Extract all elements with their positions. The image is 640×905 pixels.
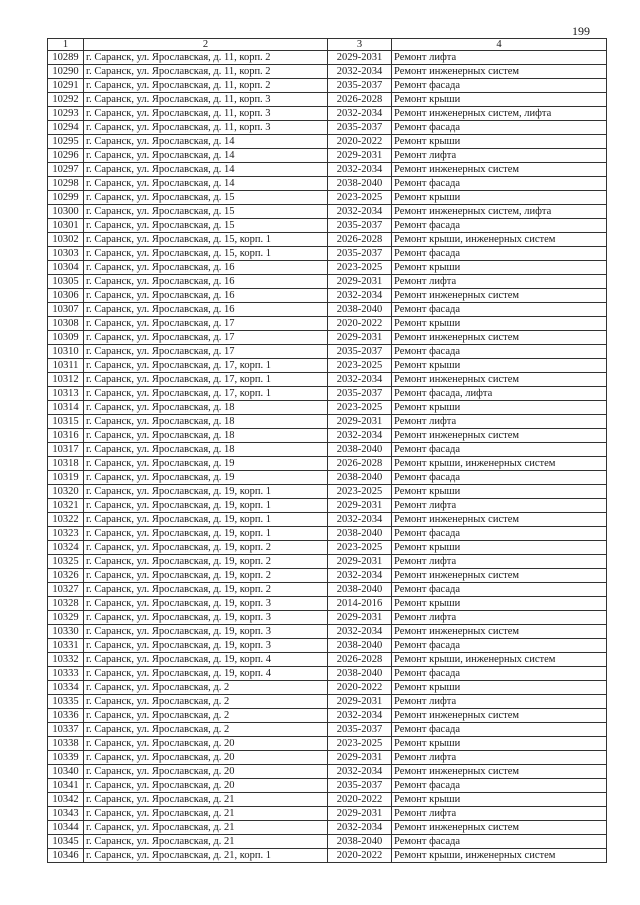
work-type-cell: Ремонт инженерных систем — [392, 289, 607, 303]
row-number: 10346 — [48, 849, 84, 863]
address-cell: г. Саранск, ул. Ярославская, д. 17 — [84, 345, 328, 359]
work-type-cell: Ремонт фасада — [392, 177, 607, 191]
work-type-cell: Ремонт крыши — [392, 359, 607, 373]
row-number: 10307 — [48, 303, 84, 317]
row-number: 10308 — [48, 317, 84, 331]
row-number: 10298 — [48, 177, 84, 191]
address-cell: г. Саранск, ул. Ярославская, д. 14 — [84, 149, 328, 163]
address-cell: г. Саранск, ул. Ярославская, д. 18 — [84, 429, 328, 443]
period-cell: 2032-2034 — [328, 65, 392, 79]
row-number: 10334 — [48, 681, 84, 695]
work-type-cell: Ремонт инженерных систем — [392, 65, 607, 79]
work-type-cell: Ремонт инженерных систем — [392, 513, 607, 527]
work-type-cell: Ремонт лифта — [392, 555, 607, 569]
row-number: 10322 — [48, 513, 84, 527]
period-cell: 2029-2031 — [328, 499, 392, 513]
work-type-cell: Ремонт крыши, инженерных систем — [392, 233, 607, 247]
address-cell: г. Саранск, ул. Ярославская, д. 21, корп. 1 — [84, 849, 328, 863]
row-number: 10320 — [48, 485, 84, 499]
table-row — [48, 583, 607, 597]
column-header-1: 1 — [48, 39, 84, 51]
work-type-cell: Ремонт фасада, лифта — [392, 387, 607, 401]
table-row — [48, 835, 607, 849]
period-cell: 2038-2040 — [328, 667, 392, 681]
period-cell: 2038-2040 — [328, 583, 392, 597]
address-cell: г. Саранск, ул. Ярославская, д. 15 — [84, 191, 328, 205]
row-number: 10311 — [48, 359, 84, 373]
table-row — [48, 79, 607, 93]
row-number: 10317 — [48, 443, 84, 457]
period-cell: 2038-2040 — [328, 835, 392, 849]
address-cell: г. Саранск, ул. Ярославская, д. 21 — [84, 807, 328, 821]
address-cell: г. Саранск, ул. Ярославская, д. 15 — [84, 205, 328, 219]
work-type-cell: Ремонт инженерных систем — [392, 569, 607, 583]
work-type-cell: Ремонт фасада — [392, 667, 607, 681]
period-cell: 2032-2034 — [328, 765, 392, 779]
table-row — [48, 345, 607, 359]
period-cell: 2035-2037 — [328, 79, 392, 93]
address-cell: г. Саранск, ул. Ярославская, д. 16 — [84, 303, 328, 317]
period-cell: 2038-2040 — [328, 471, 392, 485]
address-cell: г. Саранск, ул. Ярославская, д. 18 — [84, 443, 328, 457]
row-number: 10332 — [48, 653, 84, 667]
address-cell: г. Саранск, ул. Ярославская, д. 17 — [84, 317, 328, 331]
column-header-4: 4 — [392, 39, 607, 51]
address-cell: г. Саранск, ул. Ярославская, д. 2 — [84, 681, 328, 695]
row-number: 10313 — [48, 387, 84, 401]
period-cell: 2029-2031 — [328, 555, 392, 569]
period-cell: 2023-2025 — [328, 261, 392, 275]
row-number: 10323 — [48, 527, 84, 541]
row-number: 10329 — [48, 611, 84, 625]
address-cell: г. Саранск, ул. Ярославская, д. 19, корп. 3 — [84, 597, 328, 611]
table-row — [48, 149, 607, 163]
table-row — [48, 205, 607, 219]
work-type-cell: Ремонт инженерных систем — [392, 373, 607, 387]
address-cell: г. Саранск, ул. Ярославская, д. 18 — [84, 415, 328, 429]
address-cell: г. Саранск, ул. Ярославская, д. 19, корп. 2 — [84, 583, 328, 597]
work-type-cell: Ремонт крыши — [392, 541, 607, 555]
row-number: 10333 — [48, 667, 84, 681]
row-number: 10324 — [48, 541, 84, 555]
address-cell: г. Саранск, ул. Ярославская, д. 15, корп. 1 — [84, 233, 328, 247]
period-cell: 2032-2034 — [328, 569, 392, 583]
address-cell: г. Саранск, ул. Ярославская, д. 17, корп. 1 — [84, 387, 328, 401]
address-cell: г. Саранск, ул. Ярославская, д. 11, корп. 3 — [84, 93, 328, 107]
table-row — [48, 65, 607, 79]
row-number: 10326 — [48, 569, 84, 583]
period-cell: 2035-2037 — [328, 121, 392, 135]
period-cell: 2038-2040 — [328, 443, 392, 457]
work-type-cell: Ремонт крыши — [392, 261, 607, 275]
address-cell: г. Саранск, ул. Ярославская, д. 16 — [84, 261, 328, 275]
address-cell: г. Саранск, ул. Ярославская, д. 17 — [84, 331, 328, 345]
period-cell: 2032-2034 — [328, 163, 392, 177]
work-type-cell: Ремонт крыши, инженерных систем — [392, 849, 607, 863]
table-row — [48, 555, 607, 569]
period-cell: 2020-2022 — [328, 681, 392, 695]
table-row — [48, 709, 607, 723]
period-cell: 2032-2034 — [328, 107, 392, 121]
period-cell: 2026-2028 — [328, 653, 392, 667]
table-row — [48, 121, 607, 135]
row-number: 10331 — [48, 639, 84, 653]
address-cell: г. Саранск, ул. Ярославская, д. 16 — [84, 275, 328, 289]
row-number: 10294 — [48, 121, 84, 135]
table-row — [48, 681, 607, 695]
period-cell: 2014-2016 — [328, 597, 392, 611]
address-cell: г. Саранск, ул. Ярославская, д. 19, корп. 2 — [84, 541, 328, 555]
work-type-cell: Ремонт инженерных систем — [392, 163, 607, 177]
work-type-cell: Ремонт крыши — [392, 135, 607, 149]
work-type-cell: Ремонт фасада — [392, 583, 607, 597]
period-cell: 2020-2022 — [328, 317, 392, 331]
table-row — [48, 667, 607, 681]
address-cell: г. Саранск, ул. Ярославская, д. 18 — [84, 401, 328, 415]
row-number: 10319 — [48, 471, 84, 485]
period-cell: 2023-2025 — [328, 737, 392, 751]
row-number: 10340 — [48, 765, 84, 779]
period-cell: 2035-2037 — [328, 723, 392, 737]
table-row — [48, 499, 607, 513]
work-type-cell: Ремонт лифта — [392, 149, 607, 163]
row-number: 10314 — [48, 401, 84, 415]
period-cell: 2032-2034 — [328, 625, 392, 639]
row-number: 10304 — [48, 261, 84, 275]
table-row — [48, 765, 607, 779]
period-cell: 2035-2037 — [328, 387, 392, 401]
row-number: 10337 — [48, 723, 84, 737]
table-row — [48, 135, 607, 149]
row-number: 10300 — [48, 205, 84, 219]
address-cell: г. Саранск, ул. Ярославская, д. 20 — [84, 751, 328, 765]
table-row — [48, 51, 607, 65]
work-type-cell: Ремонт крыши — [392, 401, 607, 415]
column-header-3: 3 — [328, 39, 392, 51]
work-type-cell: Ремонт крыши — [392, 317, 607, 331]
address-cell: г. Саранск, ул. Ярославская, д. 19, корп. 2 — [84, 569, 328, 583]
period-cell: 2029-2031 — [328, 415, 392, 429]
row-number: 10293 — [48, 107, 84, 121]
work-type-cell: Ремонт крыши — [392, 793, 607, 807]
table-row — [48, 751, 607, 765]
table-row — [48, 331, 607, 345]
period-cell: 2035-2037 — [328, 779, 392, 793]
period-cell: 2032-2034 — [328, 289, 392, 303]
address-cell: г. Саранск, ул. Ярославская, д. 19, корп. 1 — [84, 499, 328, 513]
table-row — [48, 793, 607, 807]
period-cell: 2032-2034 — [328, 821, 392, 835]
period-cell: 2032-2034 — [328, 709, 392, 723]
address-cell: г. Саранск, ул. Ярославская, д. 21 — [84, 821, 328, 835]
address-cell: г. Саранск, ул. Ярославская, д. 19, корп. 1 — [84, 485, 328, 499]
table-row — [48, 415, 607, 429]
address-cell: г. Саранск, ул. Ярославская, д. 19, корп. 3 — [84, 625, 328, 639]
table-row — [48, 541, 607, 555]
period-cell: 2035-2037 — [328, 247, 392, 261]
row-number: 10290 — [48, 65, 84, 79]
work-type-cell: Ремонт инженерных систем, лифта — [392, 205, 607, 219]
period-cell: 2026-2028 — [328, 93, 392, 107]
work-type-cell: Ремонт крыши — [392, 93, 607, 107]
work-type-cell: Ремонт инженерных систем — [392, 625, 607, 639]
row-number: 10305 — [48, 275, 84, 289]
column-header-2: 2 — [84, 39, 328, 51]
table-row — [48, 737, 607, 751]
table-body — [48, 51, 607, 863]
work-type-cell: Ремонт фасада — [392, 219, 607, 233]
table-row — [48, 247, 607, 261]
work-type-cell: Ремонт фасада — [392, 121, 607, 135]
period-cell: 2032-2034 — [328, 205, 392, 219]
period-cell: 2029-2031 — [328, 275, 392, 289]
row-number: 10302 — [48, 233, 84, 247]
address-cell: г. Саранск, ул. Ярославская, д. 11, корп. 2 — [84, 51, 328, 65]
period-cell: 2023-2025 — [328, 541, 392, 555]
table-row — [48, 849, 607, 863]
period-cell: 2020-2022 — [328, 793, 392, 807]
table-row — [48, 653, 607, 667]
address-cell: г. Саранск, ул. Ярославская, д. 19, корп. 3 — [84, 639, 328, 653]
table-row — [48, 443, 607, 457]
table-row — [48, 93, 607, 107]
work-type-cell: Ремонт крыши — [392, 597, 607, 611]
work-type-cell: Ремонт крыши, инженерных систем — [392, 653, 607, 667]
work-type-cell: Ремонт фасада — [392, 639, 607, 653]
row-number: 10295 — [48, 135, 84, 149]
row-number: 10301 — [48, 219, 84, 233]
work-type-cell: Ремонт фасада — [392, 471, 607, 485]
table-row — [48, 275, 607, 289]
period-cell: 2029-2031 — [328, 807, 392, 821]
row-number: 10328 — [48, 597, 84, 611]
work-type-cell: Ремонт фасада — [392, 527, 607, 541]
period-cell: 2026-2028 — [328, 233, 392, 247]
row-number: 10309 — [48, 331, 84, 345]
table-row — [48, 429, 607, 443]
work-type-cell: Ремонт крыши — [392, 681, 607, 695]
period-cell: 2029-2031 — [328, 611, 392, 625]
period-cell: 2029-2031 — [328, 149, 392, 163]
row-number: 10316 — [48, 429, 84, 443]
row-number: 10339 — [48, 751, 84, 765]
table-row — [48, 779, 607, 793]
row-number: 10335 — [48, 695, 84, 709]
address-cell: г. Саранск, ул. Ярославская, д. 17, корп. 1 — [84, 359, 328, 373]
table-row — [48, 261, 607, 275]
work-type-cell: Ремонт лифта — [392, 695, 607, 709]
period-cell: 2029-2031 — [328, 695, 392, 709]
table-row — [48, 513, 607, 527]
work-type-cell: Ремонт фасада — [392, 835, 607, 849]
period-cell: 2038-2040 — [328, 303, 392, 317]
table-row — [48, 219, 607, 233]
address-cell: г. Саранск, ул. Ярославская, д. 21 — [84, 793, 328, 807]
work-type-cell: Ремонт фасада — [392, 723, 607, 737]
address-cell: г. Саранск, ул. Ярославская, д. 11, корп. 2 — [84, 65, 328, 79]
period-cell: 2029-2031 — [328, 751, 392, 765]
work-type-cell: Ремонт лифта — [392, 751, 607, 765]
row-number: 10341 — [48, 779, 84, 793]
address-cell: г. Саранск, ул. Ярославская, д. 19 — [84, 471, 328, 485]
work-type-cell: Ремонт лифта — [392, 51, 607, 65]
work-type-cell: Ремонт фасада — [392, 779, 607, 793]
row-number: 10312 — [48, 373, 84, 387]
period-cell: 2029-2031 — [328, 51, 392, 65]
table-row — [48, 597, 607, 611]
table-row — [48, 639, 607, 653]
work-type-cell: Ремонт лифта — [392, 807, 607, 821]
work-type-cell: Ремонт инженерных систем, лифта — [392, 107, 607, 121]
table-header — [48, 39, 607, 51]
work-type-cell: Ремонт фасада — [392, 303, 607, 317]
address-cell: г. Саранск, ул. Ярославская, д. 2 — [84, 695, 328, 709]
table-row — [48, 163, 607, 177]
address-cell: г. Саранск, ул. Ярославская, д. 11, корп. 2 — [84, 79, 328, 93]
period-cell: 2023-2025 — [328, 401, 392, 415]
table-row — [48, 191, 607, 205]
table-row — [48, 471, 607, 485]
row-number: 10325 — [48, 555, 84, 569]
table-row — [48, 317, 607, 331]
work-type-cell: Ремонт лифта — [392, 415, 607, 429]
table-row — [48, 373, 607, 387]
address-cell: г. Саранск, ул. Ярославская, д. 14 — [84, 135, 328, 149]
row-number: 10310 — [48, 345, 84, 359]
period-cell: 2035-2037 — [328, 219, 392, 233]
period-cell: 2035-2037 — [328, 345, 392, 359]
header-row — [48, 39, 607, 51]
work-type-cell: Ремонт лифта — [392, 499, 607, 513]
row-number: 10291 — [48, 79, 84, 93]
period-cell: 2029-2031 — [328, 331, 392, 345]
address-cell: г. Саранск, ул. Ярославская, д. 20 — [84, 765, 328, 779]
row-number: 10343 — [48, 807, 84, 821]
row-number: 10342 — [48, 793, 84, 807]
row-number: 10336 — [48, 709, 84, 723]
table-row — [48, 233, 607, 247]
row-number: 10303 — [48, 247, 84, 261]
table-row — [48, 807, 607, 821]
address-cell: г. Саранск, ул. Ярославская, д. 19, корп. 4 — [84, 667, 328, 681]
table-row — [48, 695, 607, 709]
work-type-cell: Ремонт фасада — [392, 79, 607, 93]
period-cell: 2032-2034 — [328, 429, 392, 443]
work-type-cell: Ремонт инженерных систем — [392, 429, 607, 443]
work-type-cell: Ремонт крыши — [392, 737, 607, 751]
address-cell: г. Саранск, ул. Ярославская, д. 19, корп. 1 — [84, 527, 328, 541]
address-cell: г. Саранск, ул. Ярославская, д. 19, корп. 3 — [84, 611, 328, 625]
row-number: 10299 — [48, 191, 84, 205]
address-cell: г. Саранск, ул. Ярославская, д. 15 — [84, 219, 328, 233]
row-number: 10292 — [48, 93, 84, 107]
address-cell: г. Саранск, ул. Ярославская, д. 20 — [84, 737, 328, 751]
address-cell: г. Саранск, ул. Ярославская, д. 2 — [84, 709, 328, 723]
period-cell: 2038-2040 — [328, 177, 392, 191]
repair-schedule-table — [47, 38, 607, 863]
work-type-cell: Ремонт крыши — [392, 191, 607, 205]
table-row — [48, 289, 607, 303]
address-cell: г. Саранск, ул. Ярославская, д. 19 — [84, 457, 328, 471]
work-type-cell: Ремонт фасада — [392, 247, 607, 261]
row-number: 10338 — [48, 737, 84, 751]
address-cell: г. Саранск, ул. Ярославская, д. 14 — [84, 177, 328, 191]
row-number: 10297 — [48, 163, 84, 177]
work-type-cell: Ремонт лифта — [392, 611, 607, 625]
address-cell: г. Саранск, ул. Ярославская, д. 15, корп. 1 — [84, 247, 328, 261]
work-type-cell: Ремонт лифта — [392, 275, 607, 289]
address-cell: г. Саранск, ул. Ярославская, д. 11, корп. 3 — [84, 121, 328, 135]
row-number: 10321 — [48, 499, 84, 513]
work-type-cell: Ремонт крыши — [392, 485, 607, 499]
table-row — [48, 821, 607, 835]
row-number: 10344 — [48, 821, 84, 835]
period-cell: 2020-2022 — [328, 849, 392, 863]
address-cell: г. Саранск, ул. Ярославская, д. 11, корп. 3 — [84, 107, 328, 121]
row-number: 10318 — [48, 457, 84, 471]
table-row — [48, 387, 607, 401]
table-row — [48, 723, 607, 737]
work-type-cell: Ремонт инженерных систем — [392, 821, 607, 835]
table-row — [48, 611, 607, 625]
work-type-cell: Ремонт инженерных систем — [392, 331, 607, 345]
address-cell: г. Саранск, ул. Ярославская, д. 19, корп. 1 — [84, 513, 328, 527]
address-cell: г. Саранск, ул. Ярославская, д. 19, корп. 2 — [84, 555, 328, 569]
period-cell: 2026-2028 — [328, 457, 392, 471]
period-cell: 2032-2034 — [328, 513, 392, 527]
period-cell: 2023-2025 — [328, 359, 392, 373]
table-row — [48, 359, 607, 373]
table-row — [48, 303, 607, 317]
period-cell: 2032-2034 — [328, 373, 392, 387]
row-number: 10327 — [48, 583, 84, 597]
row-number: 10296 — [48, 149, 84, 163]
address-cell: г. Саранск, ул. Ярославская, д. 2 — [84, 723, 328, 737]
table-row — [48, 177, 607, 191]
address-cell: г. Саранск, ул. Ярославская, д. 16 — [84, 289, 328, 303]
period-cell: 2038-2040 — [328, 639, 392, 653]
table-row — [48, 457, 607, 471]
table-row — [48, 527, 607, 541]
work-type-cell: Ремонт инженерных систем — [392, 709, 607, 723]
address-cell: г. Саранск, ул. Ярославская, д. 17, корп. 1 — [84, 373, 328, 387]
table-row — [48, 401, 607, 415]
address-cell: г. Саранск, ул. Ярославская, д. 20 — [84, 779, 328, 793]
work-type-cell: Ремонт фасада — [392, 345, 607, 359]
table-row — [48, 569, 607, 583]
address-cell: г. Саранск, ул. Ярославская, д. 14 — [84, 163, 328, 177]
period-cell: 2038-2040 — [328, 527, 392, 541]
work-type-cell: Ремонт фасада — [392, 443, 607, 457]
table-row — [48, 485, 607, 499]
work-type-cell: Ремонт крыши, инженерных систем — [392, 457, 607, 471]
row-number: 10289 — [48, 51, 84, 65]
address-cell: г. Саранск, ул. Ярославская, д. 21 — [84, 835, 328, 849]
row-number: 10306 — [48, 289, 84, 303]
period-cell: 2023-2025 — [328, 191, 392, 205]
period-cell: 2020-2022 — [328, 135, 392, 149]
page-number: 199 — [572, 24, 590, 38]
work-type-cell: Ремонт инженерных систем — [392, 765, 607, 779]
row-number: 10345 — [48, 835, 84, 849]
table-row — [48, 107, 607, 121]
row-number: 10330 — [48, 625, 84, 639]
table-row — [48, 625, 607, 639]
period-cell: 2023-2025 — [328, 485, 392, 499]
address-cell: г. Саранск, ул. Ярославская, д. 19, корп. 4 — [84, 653, 328, 667]
row-number: 10315 — [48, 415, 84, 429]
